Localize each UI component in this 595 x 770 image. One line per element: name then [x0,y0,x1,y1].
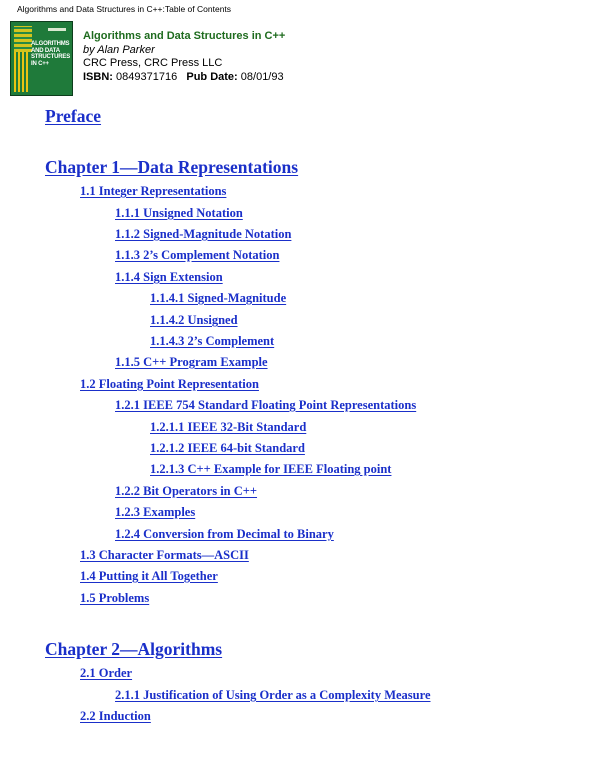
book-author: by Alan Parker [83,43,155,56]
toc-link-1-4[interactable]: 1.4 Putting it All Together [80,569,218,583]
toc-link-1-1-4-3[interactable]: 1.1.4.3 2’s Complement [150,334,275,348]
toc-link-1-1-5[interactable]: 1.1.5 C++ Program Example [115,355,268,369]
toc-link-2-2[interactable]: 2.2 Induction [80,709,151,723]
toc-link-1-1-1[interactable]: 1.1.1 Unsigned Notation [115,206,243,220]
toc-link-2-1[interactable]: 2.1 Order [80,666,133,680]
toc-link-1-2-3[interactable]: 1.2.3 Examples [115,505,196,519]
pubdate-value: 08/01/93 [240,70,284,83]
toc-link-1-2-1[interactable]: 1.2.1 IEEE 754 Standard Floating Point Representations [115,398,417,412]
toc-link-chapter-2[interactable]: Chapter 2—Algorithms [45,639,223,659]
toc-link-1-2-4[interactable]: 1.2.4 Conversion from Decimal to Binary [115,527,334,541]
toc-link-1-3[interactable]: 1.3 Character Formats—ASCII [80,548,249,562]
pubdate-label: Pub Date: [186,70,238,83]
running-header: Algorithms and Data Structures in C++:Table of Contents [17,4,232,14]
toc-link-1-2-1-3[interactable]: 1.2.1.3 C++ Example for IEEE Floating point [150,462,392,476]
toc-link-1-2[interactable]: 1.2 Floating Point Representation [80,377,259,391]
cover-title-text: ALGORITHMS AND DATA STRUCTURES IN C++ [31,41,71,67]
toc-link-preface[interactable]: Preface [45,106,102,126]
book-publisher: CRC Press, CRC Press LLC [83,57,223,69]
toc-link-1-1[interactable]: 1.1 Integer Representations [80,184,227,198]
toc-link-1-1-4-1[interactable]: 1.1.4.1 Signed-Magnitude [150,291,287,305]
toc-link-1-1-3[interactable]: 1.1.3 2’s Complement Notation [115,248,280,262]
toc-link-1-5[interactable]: 1.5 Problems [80,591,150,605]
toc-link-1-2-2[interactable]: 1.2.2 Bit Operators in C++ [115,484,258,498]
toc-link-2-1-1[interactable]: 2.1.1 Justification of Using Order as a Complexity Measure [115,688,431,702]
isbn-value: 0849371716 [116,70,178,83]
toc-link-1-1-2[interactable]: 1.1.2 Signed-Magnitude Notation [115,227,292,241]
toc-link-1-2-1-1[interactable]: 1.2.1.1 IEEE 32-Bit Standard [150,420,307,434]
isbn-label: ISBN: [83,70,113,83]
book-title: Algorithms and Data Structures in C++ [83,30,286,42]
toc-link-1-2-1-2[interactable]: 1.2.1.2 IEEE 64-bit Standard [150,441,305,455]
toc-link-1-1-4[interactable]: 1.1.4 Sign Extension [115,270,223,284]
toc-link-chapter-1[interactable]: Chapter 1—Data Representations [45,157,299,177]
toc-link-1-1-4-2[interactable]: 1.1.4.2 Unsigned [150,313,238,327]
